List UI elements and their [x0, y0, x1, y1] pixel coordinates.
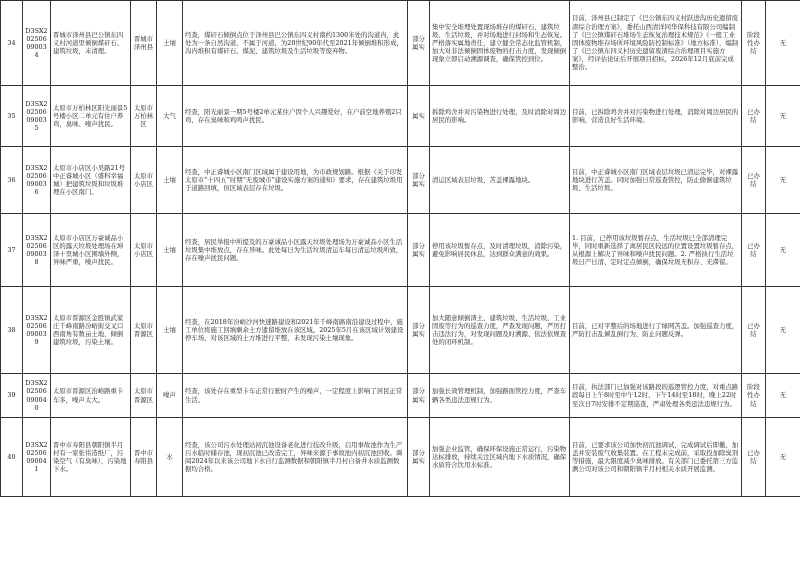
remark: 无	[766, 287, 800, 374]
investigation-findings: 经查，中正睿城小区南门区域属于建设用地，为市政规划路。根据《关于印发太原市“十四五”时期“无废城市”建设实施方案的通知》要求，存在建筑垃圾用于道路回填，但区域表层存在垃圾。	[183, 147, 408, 214]
table-row	[1, 1, 800, 86]
case-code: D3SX20250609003 8	[23, 214, 51, 287]
complaint-location: 太原市万柏林区阳光丽景5号楼小区二单元有住户养鸡，臭味、噪声扰民。	[51, 86, 131, 147]
complaint-location: 太原市小店区小吴路21号中正睿城小区（盛科幸福城）把建筑垃圾和垃圾堆埋在小区南门。	[51, 147, 131, 214]
case-code: D3SX20250609004 0	[23, 374, 51, 418]
pollution-type: 噪声	[157, 374, 183, 418]
verdict: 部分属实	[408, 374, 430, 418]
remark: 无	[766, 214, 800, 287]
row-number: 36	[1, 147, 23, 214]
admin-area: 太原市万柏林区	[131, 86, 157, 147]
verdict: 部分属实	[408, 287, 430, 374]
verdict: 属实	[408, 86, 430, 147]
rectification-measures: 加强企业监管，确保环保设施正常运行，污染物达标排放，持续关注区域内地下水质情况，确保水质符合饮用水标准。	[430, 418, 570, 497]
case-code: D3SX20250609003 4	[23, 1, 51, 86]
admin-area: 晋城市泽州县	[131, 1, 157, 86]
pollution-type: 土壤	[157, 214, 183, 287]
row-number: 40	[1, 418, 23, 497]
admin-area: 太原市小店区	[131, 147, 157, 214]
verdict: 部分属实	[408, 1, 430, 86]
pollution-type: 土壤	[157, 1, 183, 86]
table-row	[1, 287, 800, 374]
pollution-type: 土壤	[157, 147, 183, 214]
row-number: 37	[1, 214, 23, 287]
verdict: 部分属实	[408, 418, 430, 497]
rectification-measures: 拆除鸡舍并对污染物进行处理，及时消除对周边居民的影响。	[430, 86, 570, 147]
table-row	[1, 147, 800, 214]
rectification-measures: 加强长效管理机制，加强路面管控力度，严查车辆各类违法违规行为。	[430, 374, 570, 418]
remark: 无	[766, 147, 800, 214]
rectification-measures: 集中安全堆埋处置现场堆存的煤矸石、建筑垃圾、生活垃圾，并对场地进行封场和生态恢复。严格落实属地责任，建立健全常态化监管机制，加大对非法倾倒固体废物的打击力度，发现倾倒现象立即启动溯源调查，确保管控到位。	[430, 1, 570, 86]
rectification-progress: 目前，已拆除鸡舍并对污染物进行处理，消除对周边居民的影响，营造良好生活环境。	[570, 86, 742, 147]
completion-status: 已办结	[742, 214, 766, 287]
completion-status: 已办结	[742, 287, 766, 374]
investigation-findings: 经查，在2018年汾峪沙河快速路建设和2021年千峰南路南沿建设过程中，施工单位将施工回填剩余土方遗留堆放在该区域。2025年5月在该区域计划建设停车场，对该区域的土方堆进行平整，未发现污染土壤现象。	[183, 287, 408, 374]
admin-area: 晋中市寿阳县	[131, 418, 157, 497]
completion-status: 已办结	[742, 418, 766, 497]
remark: 无	[766, 374, 800, 418]
row-number: 35	[1, 86, 23, 147]
case-code: D3SX20250609004 1	[23, 418, 51, 497]
verdict: 部分属实	[408, 214, 430, 287]
case-code: D3SX20250609003 5	[23, 86, 51, 147]
verdict: 部分属实	[408, 147, 430, 214]
rectification-measures: 停用该垃圾暂存点，及时清理垃圾，消除污染，避免影响居民休息，达到群众满意的效果。	[430, 214, 570, 287]
rectification-progress: 目前，泽州县已制定了《巴公镇东四义村跃进沟历史遗留废渣综合治理方案》，委托山西清洋同华保科技有限公司编制了《巴公镇煤矸石堆场生态恢复治理技术规范》《一般工业固体废物堆存场所环境风险防控制标准》（地方标准），编制了《巴公镇东四义村历史遗留废渣综合治理项目实施方案》，经评估论证后开展项目招标，2026年12月底前完成整治。	[570, 1, 742, 86]
rectification-measures: 加大随意倾倒渣土、建筑垃圾、生活垃圾、工业固废等行为的巡查力度，严查发现问题，严厉打击违法行为，对发现问题及时溯源、依法依规查处的闭环机制。	[430, 287, 570, 374]
table-row	[1, 418, 800, 497]
investigation-findings: 经查，阳光丽景一期5号楼2单元某住户因个人兴趣爱好，在户前空地养殖2只鸡，存在臭味和鸡鸣声扰民。	[183, 86, 408, 147]
admin-area: 太原市晋源区	[131, 287, 157, 374]
investigation-findings: 经查，居民举报中所提及的万豪诚品小区露天垃圾处理场为万豪诚品小区生活垃圾集中堆放点，存在异味。此处每日为生活垃圾清运车每日清运垃圾所致，存在噪声扰民问题。	[183, 214, 408, 287]
investigation-findings: 经查，该公司污水处理站初沉池设备老化进行技改升级，启用事故池作为生产污水临时储存池，现初沉池已改造完工，异味来源于事故池内初沉池回收。调阅2024年以来该公司地下水自行监测数据和朝阳镇半月村自备井水质监测数据均合格。	[183, 418, 408, 497]
row-number: 39	[1, 374, 23, 418]
rectification-progress: 目前，已要求该公司加快初沉池调试，完成调试后即撤、加盖并安装废气收集装置。在工程未完成前，采取投加除臭剂等措施，最大限度减少臭味排放。有关部门已委托第三方监测公司对该公司和朝阳镇半月村相关水质开展监测。	[570, 418, 742, 497]
rectification-progress: 目前，已对平整后的场地进行了绿网苫盖。加强巡查力度，严防打击乱倾乱倒行为，防止问题反弹。	[570, 287, 742, 374]
table-row	[1, 214, 800, 287]
complaint-location: 太原市小店区万豪诚品小区的露天垃圾处理场在坤泽十里城小区围墙外侧，异味严重，噪声扰民。	[51, 214, 131, 287]
case-code: D3SX20250609003 6	[23, 147, 51, 214]
complaint-location: 太原市晋源区金胜镇武家庄千峰南路汾峪街交叉口西南角有数亩土地，倾倒建筑垃圾，污染土壤。	[51, 287, 131, 374]
remark: 无	[766, 418, 800, 497]
rectification-measures: 清运区域表层垃圾，苫盖裸露地块。	[430, 147, 570, 214]
row-number: 34	[1, 1, 23, 86]
case-code: D3SX20250609003 9	[23, 287, 51, 374]
pollution-type: 土壤	[157, 287, 183, 374]
pollution-type: 大气	[157, 86, 183, 147]
completion-status: 阶段性办结	[742, 374, 766, 418]
completion-status: 已办结	[742, 86, 766, 147]
rectification-progress: 1. 目前，已停用该垃圾暂存点，生活垃圾已全部清理完毕，同时重新选择了离居民区较远的位置设置垃圾暂存点，从根源上解决了异味和噪声扰民问题。2. 严格执行生活垃圾日产日清、定时定点倾倒，确保垃圾无积存、无滞留。	[570, 214, 742, 287]
completion-status: 阶段性办结	[742, 1, 766, 86]
pollution-type: 水	[157, 418, 183, 497]
table-row	[1, 86, 800, 147]
admin-area: 太原市晋源区	[131, 374, 157, 418]
complaint-location: 太原市晋源区治峪路重卡车多，噪声太大。	[51, 374, 131, 418]
investigation-findings: 经查，煤矸石倾倒点位于泽州县巴公镇东四义村南约1300米处的沟道内，此处为一条自然沟道，不属于河道，为20世纪90年代至2021年倾倒堆积形成，沟内堆积有煤矸石、煤泥、建筑垃圾及生活垃圾等废弃物。	[183, 1, 408, 86]
complaint-location: 晋城市泽州县巴公镇东四义村河道里倾倒煤矸石、建筑垃圾，未清理。	[51, 1, 131, 86]
admin-area: 太原市小店区	[131, 214, 157, 287]
remark: 无	[766, 1, 800, 86]
completion-status: 已办结	[742, 147, 766, 214]
rectification-progress: 目前，中正睿城小区南门区域表层垃圾已清运完毕，对裸露地块进行苫盖。同时加强日常巡查管控，防止偷倒建筑垃圾、生活垃圾。	[570, 147, 742, 214]
row-number: 38	[1, 287, 23, 374]
remark: 无	[766, 86, 800, 147]
complaint-location: 晋中市寿阳县朝阳镇半月村有一家张伟造纸厂，污染空气（有臭味），污染地下水。	[51, 418, 131, 497]
table-row	[1, 374, 800, 418]
rectification-progress: 目前，执法部门已加强对该路段的巡逻管控力度，对重点路段每日上午8时至中午12时、下午14时至18时，晚上22时至次日7时安排不定期巡查，严肃处理各类违法违规行为。	[570, 374, 742, 418]
investigation-findings: 经查，该处存在重型卡车正常行驶时产生的噪声，一定程度上影响了居民正常生活。	[183, 374, 408, 418]
